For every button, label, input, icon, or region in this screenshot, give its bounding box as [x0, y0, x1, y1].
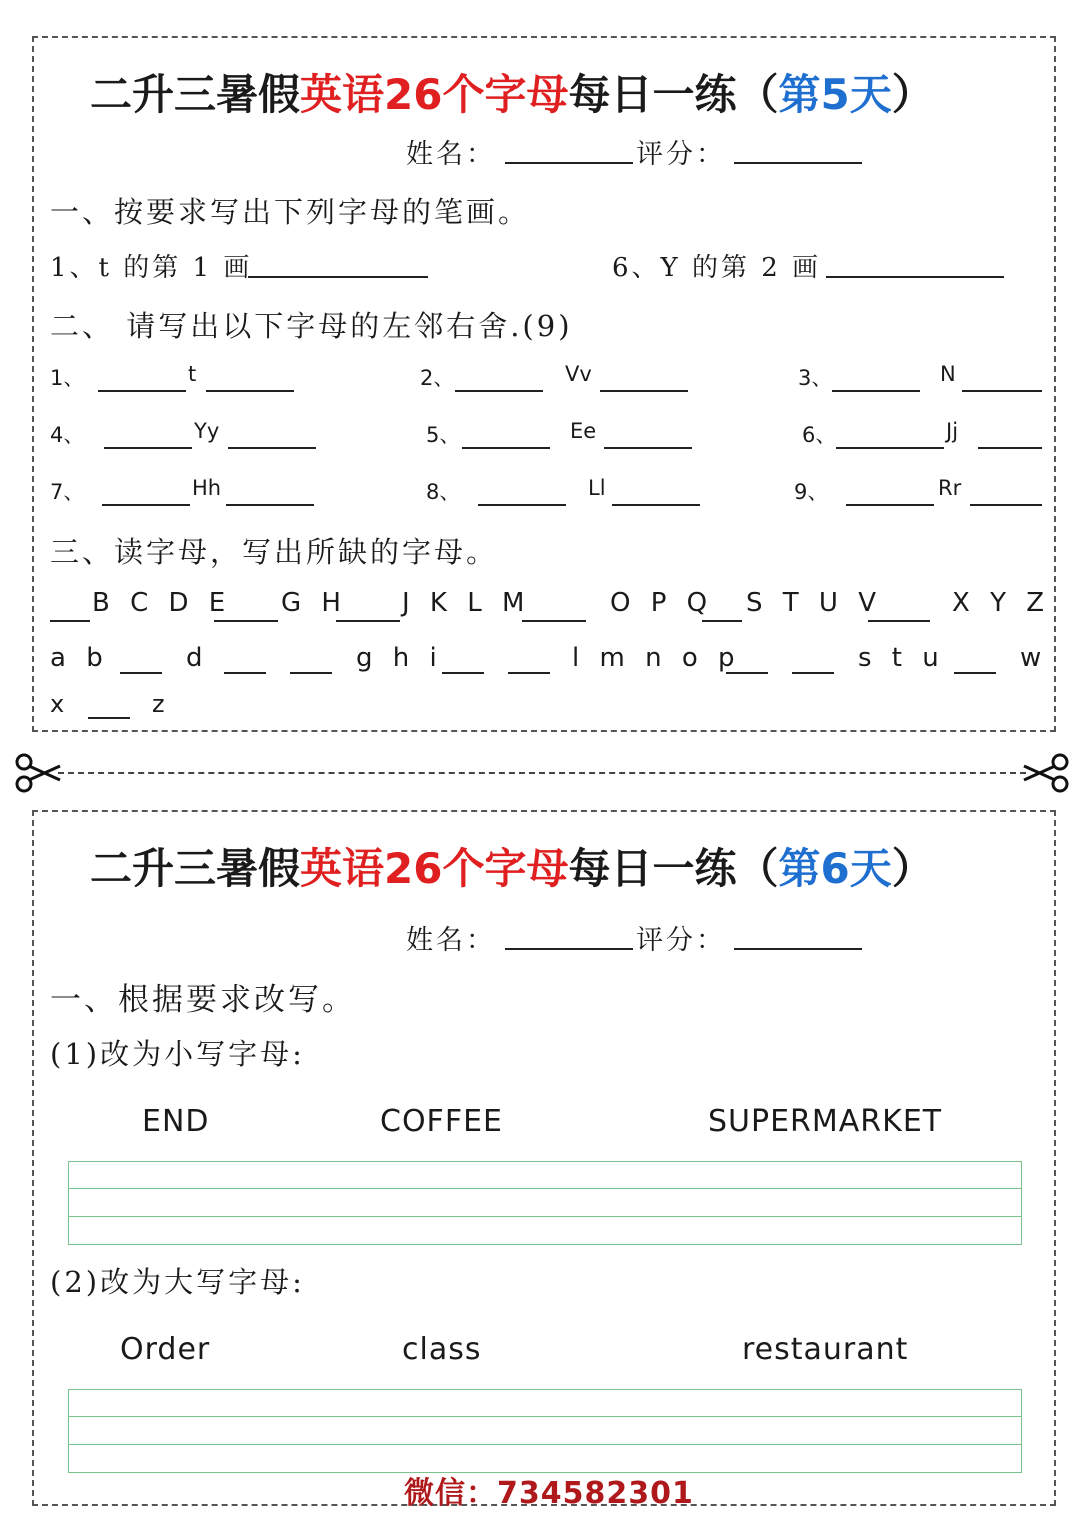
left-neighbor-blank[interactable]: [104, 447, 192, 449]
letter-blank[interactable]: [726, 672, 768, 674]
right-neighbor-blank[interactable]: [226, 504, 314, 506]
letter-blank[interactable]: [702, 620, 742, 622]
left-neighbor-blank[interactable]: [478, 504, 566, 506]
question-number: 5、: [426, 423, 461, 447]
right-neighbor-blank[interactable]: [962, 390, 1042, 392]
word-to-rewrite: END: [142, 1104, 210, 1139]
name-blank[interactable]: [505, 162, 633, 164]
score-label: 评分：: [636, 925, 726, 956]
letter-group: G H: [281, 588, 347, 618]
score-blank[interactable]: [734, 162, 862, 164]
letter-blank[interactable]: [88, 717, 130, 719]
section-1-heading: 一、按要求写出下列字母的笔画。: [50, 195, 531, 229]
title-part: 每日一练（: [568, 70, 779, 119]
word-to-rewrite: restaurant: [742, 1332, 909, 1367]
title-highlight: 英语26个字母: [300, 70, 569, 119]
section-2-heading: 二、 请写出以下字母的左邻右舍.(9): [50, 309, 573, 343]
watermark-contact: 微信：734582301: [404, 1476, 694, 1511]
title-part: ）: [891, 844, 934, 893]
letter-blank[interactable]: [954, 672, 996, 674]
word-to-rewrite: COFFEE: [380, 1104, 503, 1139]
day-label: 第5天: [778, 70, 892, 119]
letter-blank[interactable]: [290, 672, 332, 674]
question-number: 6、: [802, 423, 837, 447]
left-neighbor-blank[interactable]: [836, 447, 944, 449]
right-neighbor-blank[interactable]: [206, 390, 294, 392]
letter-blank[interactable]: [522, 620, 586, 622]
answer-blank[interactable]: [826, 276, 1004, 278]
letter-group: J K L M: [402, 588, 531, 618]
target-letter: Ll: [588, 476, 606, 500]
title-part: 二升三暑假: [90, 844, 301, 893]
word-to-rewrite: class: [402, 1332, 482, 1367]
name-label: 姓名：: [406, 925, 496, 956]
letter-group: x: [50, 690, 71, 718]
letter-blank[interactable]: [792, 672, 834, 674]
section-1-heading: 一、根据要求改写。: [50, 982, 356, 1018]
question-number: 2、: [420, 366, 455, 390]
day6-title: [90, 836, 934, 896]
target-letter: Yy: [194, 419, 220, 443]
letter-group: w: [1020, 643, 1048, 673]
target-letter: Vv: [565, 362, 592, 386]
target-letter: Rr: [938, 476, 962, 500]
question-number: 3、: [798, 366, 833, 390]
letter-group: B C D E: [92, 588, 232, 618]
target-letter: N: [940, 362, 956, 386]
answer-blank[interactable]: [248, 276, 428, 278]
name-label: 姓名：: [406, 139, 496, 170]
question-number: 9、: [794, 480, 829, 504]
letter-group: X Y Z: [952, 588, 1051, 618]
letter-blank[interactable]: [120, 672, 162, 674]
writing-guide-box[interactable]: [68, 1161, 1022, 1245]
letter-blank[interactable]: [868, 620, 930, 622]
right-neighbor-blank[interactable]: [600, 390, 688, 392]
target-letter: Jj: [946, 419, 959, 443]
title-part: 每日一练（: [568, 844, 779, 893]
letter-group: a b: [50, 643, 109, 673]
worksheet-day5: [32, 36, 1056, 732]
question-number: 4、: [50, 423, 85, 447]
title-part: 二升三暑假: [90, 70, 301, 119]
scissors-icon: [1022, 752, 1070, 794]
word-to-rewrite: Order: [120, 1332, 211, 1367]
day-label: 第6天: [778, 844, 892, 893]
letter-group: d: [186, 643, 209, 673]
question-number: 1、: [50, 366, 85, 390]
letter-group: z: [152, 690, 171, 718]
score-label: 评分：: [636, 139, 726, 170]
letter-blank[interactable]: [442, 672, 484, 674]
right-neighbor-blank[interactable]: [604, 447, 692, 449]
letter-group: g h i: [356, 643, 443, 673]
letter-blank[interactable]: [224, 672, 266, 674]
left-neighbor-blank[interactable]: [102, 504, 190, 506]
target-letter: t: [188, 362, 197, 386]
letter-group: l m n o p: [572, 643, 741, 673]
letter-blank[interactable]: [50, 620, 90, 622]
letter-group: s t u: [858, 643, 945, 673]
part-2-instruction: (2)改为大写字母:: [50, 1265, 305, 1299]
left-neighbor-blank[interactable]: [832, 390, 920, 392]
right-neighbor-blank[interactable]: [612, 504, 700, 506]
score-blank[interactable]: [734, 948, 862, 950]
right-neighbor-blank[interactable]: [970, 504, 1042, 506]
writing-guide-box[interactable]: [68, 1389, 1022, 1473]
title-part: ）: [891, 70, 934, 119]
letter-blank[interactable]: [214, 620, 278, 622]
day5-title: [90, 62, 934, 122]
section-3-heading: 三、读字母，写出所缺的字母。: [50, 535, 499, 569]
left-neighbor-blank[interactable]: [846, 504, 934, 506]
letter-group: S T U V: [746, 588, 882, 618]
left-neighbor-blank[interactable]: [462, 447, 550, 449]
question-number: 7、: [50, 480, 85, 504]
title-highlight: 英语26个字母: [300, 844, 569, 893]
letter-blank[interactable]: [336, 620, 400, 622]
part-1-instruction: (1)改为小写字母:: [50, 1037, 305, 1071]
word-to-rewrite: SUPERMARKET: [708, 1104, 943, 1139]
stroke-question-1: 1、t 的第 1 画: [50, 253, 253, 283]
target-letter: Hh: [192, 476, 222, 500]
left-neighbor-blank[interactable]: [98, 390, 186, 392]
left-neighbor-blank[interactable]: [455, 390, 543, 392]
target-letter: Ee: [570, 419, 597, 443]
name-blank[interactable]: [505, 948, 633, 950]
scissors-icon: [14, 752, 62, 794]
letter-group: O P Q: [610, 588, 714, 618]
stroke-question-6: 6、Y 的第 2 画: [612, 253, 822, 283]
right-neighbor-blank[interactable]: [228, 447, 316, 449]
cut-line: [58, 772, 1026, 774]
question-number: 8、: [426, 480, 461, 504]
letter-blank[interactable]: [508, 672, 550, 674]
right-neighbor-blank[interactable]: [978, 447, 1042, 449]
